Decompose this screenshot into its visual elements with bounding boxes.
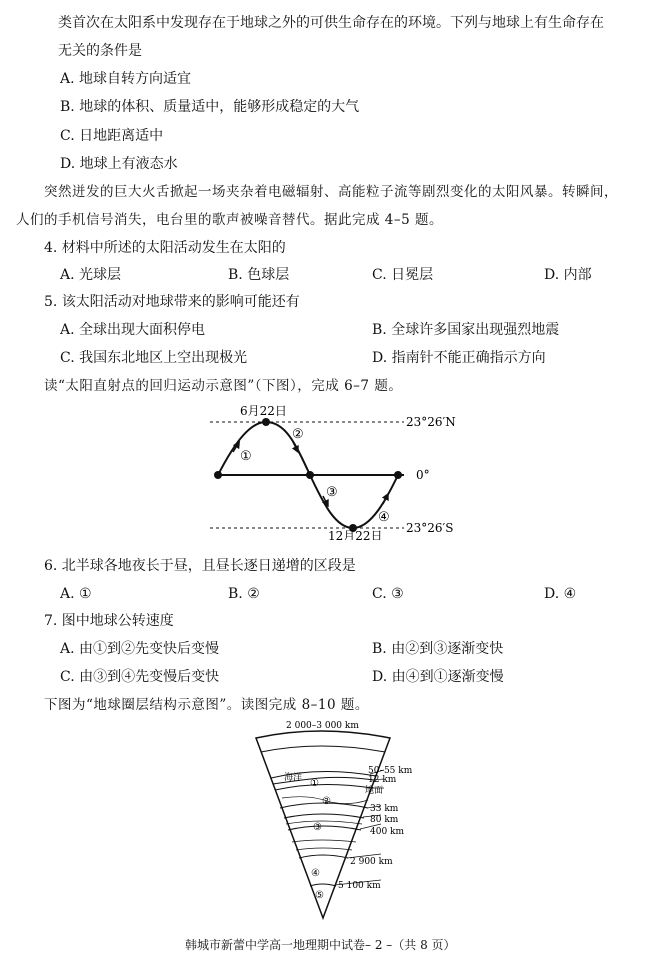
segment-2: ②	[292, 427, 304, 442]
label-north: 23°26′N	[406, 415, 456, 429]
arrow-4	[383, 496, 387, 504]
q7-option-b: B. 由②到③逐渐变快	[372, 641, 504, 657]
q5-option-d: D. 指南针不能正确指示方向	[372, 350, 546, 366]
q6-option-b: B. ②	[228, 586, 260, 602]
arc-ground	[275, 784, 372, 790]
ground-label: 地面	[365, 786, 384, 796]
segment-3: ③	[326, 485, 338, 500]
depth-5100: 5 100 km	[338, 881, 381, 891]
top-width-label: 2 000–3 000 km	[286, 721, 359, 731]
q3-stem-line2: 无关的条件是	[58, 43, 142, 59]
q3-option-c: C. 日地距离适中	[60, 128, 164, 144]
sun-direct-point-diagram	[196, 400, 496, 540]
q7-option-c: C. 由③到④先变慢后变快	[60, 669, 220, 685]
arc-5100km	[310, 884, 336, 886]
q7-option-d: D. 由④到①逐渐变慢	[372, 669, 504, 685]
point-equinox-autumn	[306, 471, 314, 479]
arc-80km	[284, 814, 364, 818]
label-south: 23°26′S	[406, 521, 454, 535]
intro-6-7: 读“太阳直射点的回归运动示意图”（下图），完成 6–7 题。	[44, 378, 403, 394]
point-end	[394, 471, 402, 479]
q5-option-b: B. 全球许多国家出现强烈地震	[372, 322, 560, 338]
q3-option-d: D. 地球上有液态水	[60, 156, 178, 172]
q5-option-c: C. 我国东北地区上空出现极光	[60, 350, 248, 366]
layer-1: ①	[310, 778, 319, 789]
depth-2900: 2 900 km	[350, 857, 393, 867]
layer-5: ⑤	[315, 890, 324, 901]
q4-option-d: D. 内部	[544, 267, 592, 283]
earth-layer-diagram	[240, 718, 440, 923]
depth-80: 80 km	[370, 815, 399, 825]
q3-option-b: B. 地球的体积、质量适中，能够形成稳定的大气	[60, 99, 360, 115]
segment-4: ④	[378, 510, 390, 525]
segment-1: ①	[240, 449, 252, 464]
q5-option-a: A. 全球出现大面积停电	[60, 322, 206, 338]
q4-option-a: A. 光球层	[60, 267, 122, 283]
q6-option-c: C. ③	[372, 586, 404, 602]
q5-stem: 5. 该太阳活动对地球带来的影响可能还有	[44, 294, 300, 310]
point-start	[214, 471, 222, 479]
q6-option-a: A. ①	[60, 586, 92, 602]
layer-4: ④	[311, 868, 320, 879]
depth-33: 33 km	[370, 804, 399, 814]
q4-stem: 4. 材料中所述的太阳活动发生在太阳的	[44, 240, 286, 256]
q4-option-b: B. 色球层	[228, 267, 290, 283]
material-line2: 人们的手机信号消失，电台里的歌声被噪音替代。据此完成 4–5 题。	[16, 212, 444, 228]
intro-8-10: 下图为“地球圈层结构示意图”。读图完成 8–10 题。	[44, 697, 369, 713]
label-equator: 0°	[416, 468, 430, 482]
q7-stem: 7. 图中地球公转速度	[44, 613, 174, 629]
material-line1: 突然迸发的巨大火舌掀起一场夹杂着电磁辐射、高能粒子流等剧烈变化的太阳风暴。转瞬间，	[44, 184, 618, 200]
page-footer: 韩城市新蕾中学高一地理期中试卷– 2 –（共 8 页）	[185, 938, 456, 952]
label-june22: 6月22日	[240, 404, 287, 418]
q3-option-a: A. 地球自转方向适宜	[60, 71, 192, 87]
q6-option-d: D. ④	[544, 586, 577, 602]
layer-2: ②	[322, 796, 331, 807]
q4-option-c: C. 日冕层	[372, 267, 434, 283]
point-june22	[262, 418, 270, 426]
label-dec22: 12月22日	[328, 529, 383, 540]
ocean-label: 海洋	[284, 773, 303, 783]
arc-atmosphere	[261, 746, 385, 752]
depth-12: 12 km	[368, 775, 397, 785]
depth-50-55: 50–55 km	[368, 766, 413, 776]
q7-option-a: A. 由①到②先变快后变慢	[60, 641, 220, 657]
q3-stem-line1: 类首次在太阳系中发现存在于地球之外的可供生命存在的环境。下列与地球上有生命存在	[58, 15, 604, 31]
arc-400km	[288, 826, 361, 830]
arc-2900km	[299, 855, 348, 858]
depth-400: 400 km	[370, 827, 405, 837]
layer-3: ③	[313, 822, 322, 833]
q6-stem: 6. 北半球各地夜长于昼，且昼长逐日递增的区段是	[44, 558, 356, 574]
